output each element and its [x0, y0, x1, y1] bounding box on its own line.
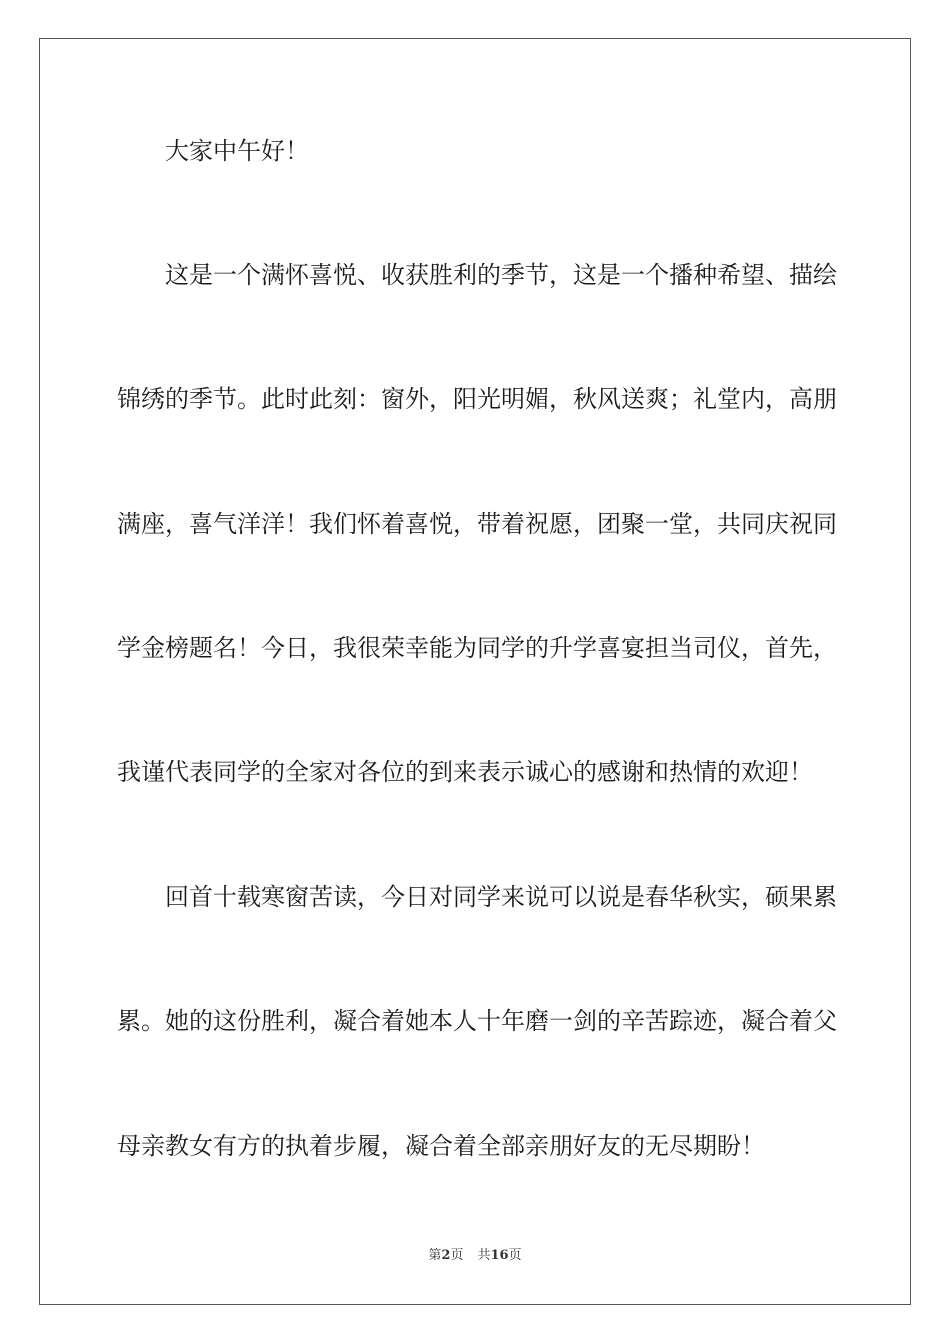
footer-page-suffix: 页 [450, 1248, 464, 1263]
footer-total-suffix: 页 [508, 1248, 522, 1263]
paragraph-1-line-3: 满座，喜气洋洋！我们怀着喜悦，带着祝愿，团聚一堂，共同庆祝同 [117, 510, 837, 538]
footer-total-prefix: 共 [477, 1248, 491, 1263]
footer-page-prefix: 第 [428, 1248, 442, 1263]
paragraph-1-line-2: 锦绣的季节。此时此刻：窗外，阳光明媚，秋风送爽；礼堂内，高朋 [117, 385, 837, 413]
footer-total-pages: 16 [490, 1248, 509, 1263]
paragraph-2-line-3: 母亲教女有方的执着步履，凝合着全部亲朋好友的无尽期盼！ [117, 1132, 765, 1160]
page-border [39, 38, 911, 1305]
paragraph-1-line-1: 这是一个满怀喜悦、收获胜利的季节，这是一个播种希望、描绘 [165, 261, 837, 289]
footer-page-number: 2 [441, 1248, 451, 1263]
page-footer [0, 1248, 950, 1264]
greeting-line: 大家中午好！ [165, 137, 309, 165]
paragraph-1-line-5: 我谨代表同学的全家对各位的到来表示诚心的感谢和热情的欢迎！ [117, 758, 813, 786]
paragraph-2-line-1: 回首十载寒窗苦读，今日对同学来说可以说是春华秋实，硕果累 [165, 883, 837, 911]
paragraph-1-line-4: 学金榜题名！今日，我很荣幸能为同学的升学喜宴担当司仪，首先， [117, 634, 837, 662]
paragraph-2-line-2: 累。她的这份胜利，凝合着她本人十年磨一剑的辛苦踪迹，凝合着父 [117, 1007, 837, 1035]
